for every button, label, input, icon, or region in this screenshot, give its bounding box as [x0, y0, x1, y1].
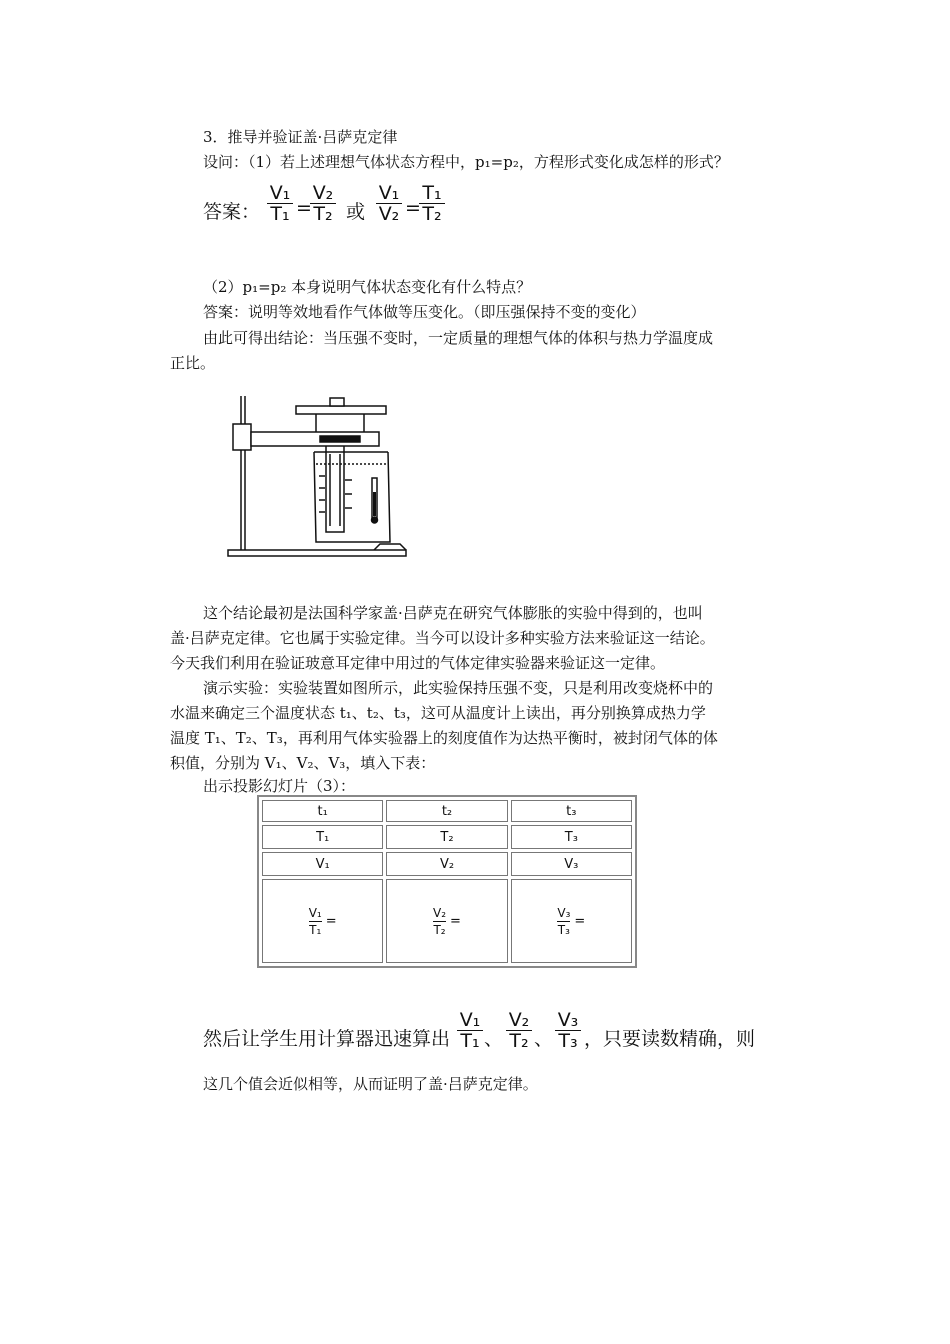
question-1: 设问：（1）若上述理想气体状态方程中，p₁=p₂，方程形式变化成怎样的形式？: [203, 153, 729, 171]
table-cell: t₂: [386, 800, 507, 822]
table-cell: $\frac{\text{V₂}}{\text{T₂}}$ =: [386, 879, 507, 963]
paragraph-2-line-2: 水温来确定三个温度状态 t₁、t₂、t₃，这可从温度计上读出，再分别换算成热力学: [170, 704, 706, 722]
table-row: [262, 825, 632, 849]
fraction-v2-t2: $\frac{\text{V₂}}{\text{T₂}}$: [433, 905, 447, 937]
answer-label: 答案：: [203, 201, 261, 223]
data-table: [257, 795, 637, 968]
fraction-v1-t1: V₁ T₁: [457, 1010, 483, 1051]
question-2: （2）p₁=p₂ 本身说明气体状态变化有什么特点？: [203, 278, 532, 296]
or-word: 或: [346, 201, 366, 223]
table-cell: V₁: [262, 852, 383, 876]
calc-text-pre: 然后让学生用计算器迅速算出: [203, 1028, 451, 1050]
fraction-v2-t2: V₂ T₂: [310, 183, 336, 224]
table-cell: V₃: [511, 852, 632, 876]
separator: 、: [534, 1028, 554, 1050]
paragraph-2-line-4: 积值，分别为 V₁、V₂、V₃，填入下表：: [170, 754, 436, 772]
table-cell: T₁: [262, 825, 383, 849]
paragraph-2-line-1: 演示实验：实验装置如图所示，此实验保持压强不变，只是利用改变烧杯中的: [203, 679, 714, 697]
answer-2: 答案：说明等效地看作气体做等压变化。（即压强保持不变的变化）: [203, 303, 646, 321]
equals-sign: =: [296, 197, 312, 219]
table-row: [262, 879, 632, 963]
conclusion-line-1: 由此可得出结论：当压强不变时，一定质量的理想气体的体积与热力学温度成: [203, 329, 714, 347]
paragraph-1-line-3: 今天我们利用在验证玻意耳定律中用过的气体定律实验器来验证这一定律。: [170, 654, 666, 672]
fraction-v1-v2: V₁ V₂: [376, 183, 402, 224]
paragraph-1-line-2: 盖·吕萨克定律。它也属于实验定律。当今可以设计多种实验方法来验证这一结论。: [170, 629, 715, 647]
final-line: 这几个值会近似相等，从而证明了盖·吕萨克定律。: [203, 1075, 538, 1093]
table-cell: T₃: [511, 825, 632, 849]
table-cell: T₂: [386, 825, 507, 849]
equals-sign: =: [405, 197, 421, 219]
table-cell: t₃: [511, 800, 632, 822]
fraction-t1-t2: T₁ T₂: [419, 183, 445, 224]
table-row: [262, 800, 632, 822]
fraction-v2-t2: V₂ T₂: [506, 1010, 532, 1051]
table-cell: $\frac{\text{V₁}}{\text{T₁}}$ =: [262, 879, 383, 963]
table-cell: V₂: [386, 852, 507, 876]
section-title: 3．推导并验证盖·吕萨克定律: [203, 128, 398, 146]
fraction-v1-t1: $\frac{\text{V₁}}{\text{T₁}}$: [308, 905, 322, 937]
fraction-v1-t1: V₁ T₁: [267, 183, 293, 224]
paragraph-2-line-3: 温度 T₁、T₂、T₃，再利用气体实验器上的刻度值作为达热平衡时，被封闭气体的体: [170, 729, 718, 747]
conclusion-line-2: 正比。: [170, 354, 216, 372]
fraction-v3-t3: $\frac{\text{V₃}}{\text{T₃}}$: [557, 905, 571, 937]
slide-note: 出示投影幻灯片（3）：: [203, 777, 356, 795]
table-cell: $\frac{\text{V₃}}{\text{T₃}}$ =: [511, 879, 632, 963]
fraction-v3-t3: V₃ T₃: [555, 1010, 581, 1051]
paragraph-1-line-1: 这个结论最初是法国科学家盖·吕萨克在研究气体膨胀的实验中得到的，也叫: [203, 604, 703, 622]
table-row: [262, 852, 632, 876]
calc-text-post: ，只要读数精确，则: [584, 1028, 756, 1050]
apparatus-diagram: [224, 392, 410, 558]
separator: 、: [484, 1028, 504, 1050]
table-cell: t₁: [262, 800, 383, 822]
